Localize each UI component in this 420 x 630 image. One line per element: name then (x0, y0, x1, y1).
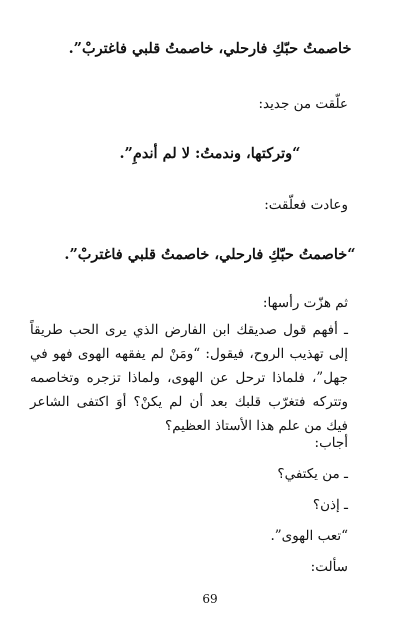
dialogue-line-2: ـ من يكتفي؟ (277, 466, 348, 482)
dialogue-line-4: “تعب الهوى”. (270, 528, 348, 544)
verse-line-2: “وتركتها، وندمتُ: لا لم أندمِ”. (119, 145, 301, 162)
body-paragraph: ـ أفهم قول صديقك ابن الفارض الذي يرى الحب طريقاً إلى تهذيب الروح، فيقول: “ومَنْ لم يفقهه الهوى فهو في جهل”، فلماذا ترحل عن الهوى، ولماذا تزجره وتخاصمه وتتركه فتغرّب قلبك بعد أن لم يكنْ؟ أوَ اكتفى الشاعر فيك من علم هذا الأستاذ العظيم؟ (30, 322, 348, 434)
narration-line-2: وعادت فعلّقت: (264, 197, 348, 213)
verse-line-1: خاصمتُ حبّكِ فارحلي، خاصمتُ قلبي فاغتربْ”. (68, 40, 352, 57)
dialogue-line-3: ـ إذن؟ (312, 497, 348, 513)
verse-line-3: “خاصمتُ حبّكِ فارحلي، خاصمتُ قلبي فاغتربْ”. (64, 246, 356, 263)
dialogue-line-5: سألت: (310, 559, 348, 575)
page-number: 69 (202, 592, 218, 606)
dialogue-line-1: أجاب: (314, 435, 348, 451)
narration-line-3: ثم هزّت رأسها: (262, 295, 348, 311)
narration-line-1: علّقت من جديد: (258, 96, 348, 112)
